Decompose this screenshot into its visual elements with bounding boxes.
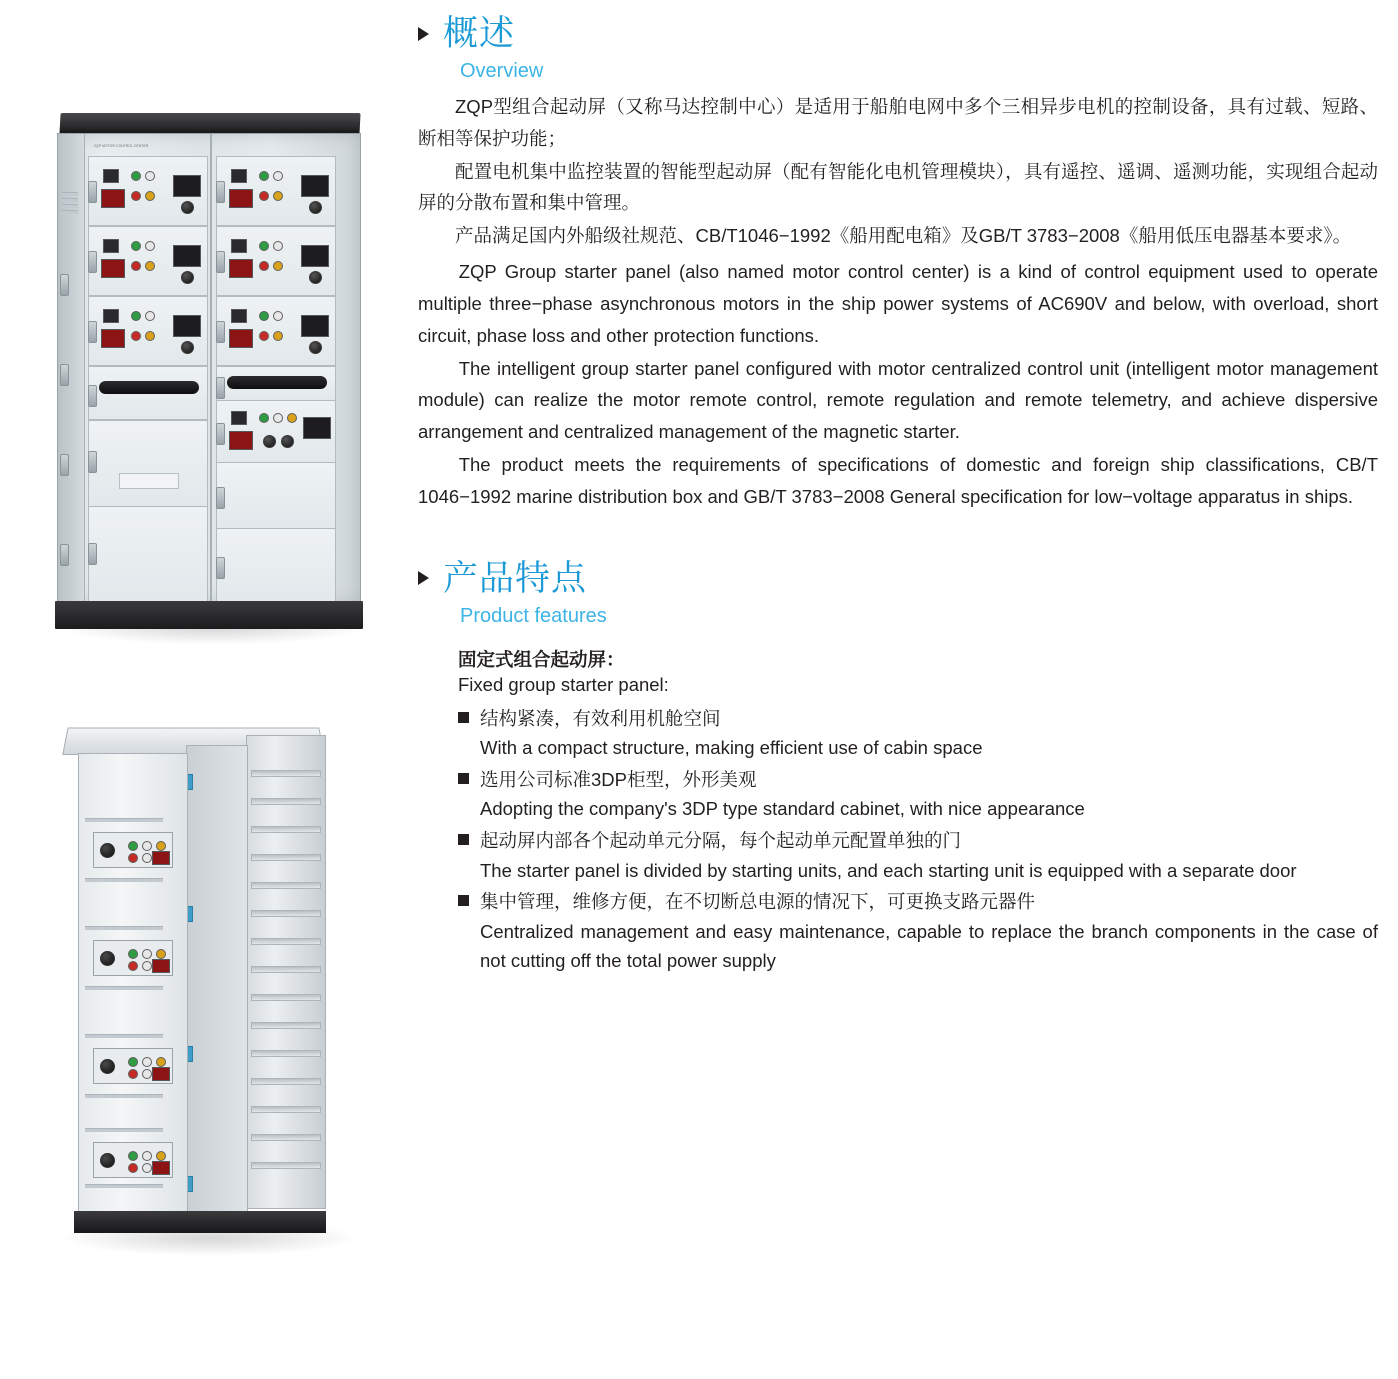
lower-compartment-door <box>216 462 336 530</box>
features-body <box>418 646 1378 976</box>
cabinet-left-side-panel <box>58 134 85 604</box>
feature-text-en: The starter panel is divided by starting units, and each starting unit is equipped with a separate door <box>480 859 1297 881</box>
paragraph-en: The product meets the requirements of specifications of domestic and foreign ship classifications, CB/T 1046−1992 marine distribution box and GB/T 3783−2008 General specification for low−voltage apparatus in ships. <box>418 453 1378 507</box>
figure-column <box>0 0 400 1379</box>
starter-unit-door <box>88 296 208 366</box>
starter-unit-door <box>216 226 336 296</box>
feature-label-cn: 结构紧凑，有效利用机舱空间 <box>480 707 721 729</box>
starter-unit-door <box>88 156 208 226</box>
cabinet-column-divider <box>210 134 212 604</box>
list-item <box>458 704 1378 763</box>
features-list <box>458 704 1378 976</box>
figure-starter-panel-front <box>35 105 380 650</box>
feature-text-cn <box>458 765 1378 795</box>
paragraph-cn: ZQP型组合起动屏（又称马达控制中心）是适用于船舶电网中多个三相异步电机的控制设备，具有过载、短路、断相等保护功能； <box>418 96 1378 149</box>
section-product-features <box>418 558 1378 976</box>
cabinet-front-right-panel <box>186 745 248 1217</box>
control-unit-door <box>216 400 336 464</box>
feature-label-cn: 集中管理，维修方便，在不切断总电源的情况下，可更换支路元器件 <box>480 891 1036 913</box>
lower-compartment-door <box>216 528 336 604</box>
feature-text-cn <box>458 704 1378 734</box>
paragraph-en: The intelligent group starter panel configured with motor centralized control unit (intelligent motor management module) can realize the motor remote control, remote regulation and remote telemetry, and achieve dispersive arrangement and centralized management of the magnetic starter. <box>418 357 1378 443</box>
section-overview <box>418 16 1378 513</box>
equipment-label-plate <box>119 473 179 489</box>
starter-unit-door <box>88 226 208 296</box>
section-heading <box>418 558 1378 598</box>
paragraph-en: ZQP Group starter panel (also named motor control center) is a kind of control equipment used to operate multiple three−phase asynchronous motors in the ship power systems of AC690V and below, with overload, short circuit, phase loss and other protection functions. <box>418 261 1378 346</box>
starter-unit-door <box>216 296 336 366</box>
cabinet-plinth <box>55 601 363 629</box>
feature-text-cn <box>458 826 1378 856</box>
triangle-bullet-icon <box>418 27 429 41</box>
starter-unit-control-panel <box>93 940 173 976</box>
list-item <box>458 765 1378 824</box>
features-subtitle-en: Fixed group starter panel: <box>458 673 669 695</box>
feature-text-en: Adopting the company's 3DP type standard cabinet, with nice appearance <box>480 798 1085 820</box>
figure-starter-panel-perspective <box>60 715 360 1260</box>
feature-text-en: Centralized management and easy maintenance, capable to replace the branch components in the case of not cutting off the total power supply <box>480 920 1378 972</box>
starter-unit-control-panel <box>93 1048 173 1084</box>
section-title-en: Product features <box>460 604 607 627</box>
feature-text-en: With a compact structure, making efficient use of cabin space <box>480 737 983 759</box>
content-column <box>418 0 1378 978</box>
cable-compartment-door <box>216 366 336 402</box>
list-item <box>458 826 1378 885</box>
feature-label-cn: 选用公司标准3DP柜型，外形美观 <box>480 768 757 790</box>
triangle-bullet-icon <box>418 571 429 585</box>
starter-unit-door <box>216 156 336 226</box>
paragraph-cn: 配置电机集中监控装置的智能型起动屏（配有智能化电机管理模块），具有遥控、遥调、遥测功能，实现组合起动屏的分散布置和集中管理。 <box>418 160 1378 214</box>
cabinet-plinth <box>74 1211 326 1233</box>
square-bullet-icon <box>458 712 469 723</box>
paragraph-cn: 产品满足国内外船级社规范、CB/T1046−1992《船用配电箱》及GB/T 3783−2008《船用低压电器基本要求》。 <box>455 225 1352 247</box>
overview-body <box>418 91 1378 513</box>
square-bullet-icon <box>458 895 469 906</box>
feature-label-cn: 起动屏内部各个起动单元分隔，每个起动单元配置单独的门 <box>480 829 962 851</box>
cabinet-nameplate-text: ZQP MOTOR CONTROL CENTER <box>94 144 149 148</box>
cabinet-top-cover <box>59 113 360 135</box>
starter-unit-control-panel <box>93 832 173 868</box>
cabinet-front-left-doors <box>78 753 188 1215</box>
section-title-cn: 概述 <box>443 14 516 53</box>
features-subtitle-cn: 固定式组合起动屏： <box>458 648 625 670</box>
cabinet-side-panel <box>246 735 326 1209</box>
list-item <box>458 887 1378 976</box>
square-bullet-icon <box>458 773 469 784</box>
section-title-en: Overview <box>460 60 544 82</box>
section-heading <box>418 16 1378 51</box>
cable-compartment-door <box>88 366 208 420</box>
lower-compartment-door <box>88 420 208 508</box>
starter-unit-control-panel <box>93 1142 173 1178</box>
lower-compartment-door <box>88 506 208 604</box>
square-bullet-icon <box>458 834 469 845</box>
cabinet-body <box>57 133 361 605</box>
feature-text-cn <box>458 887 1378 917</box>
section-title-cn: 产品特点 <box>443 558 588 598</box>
